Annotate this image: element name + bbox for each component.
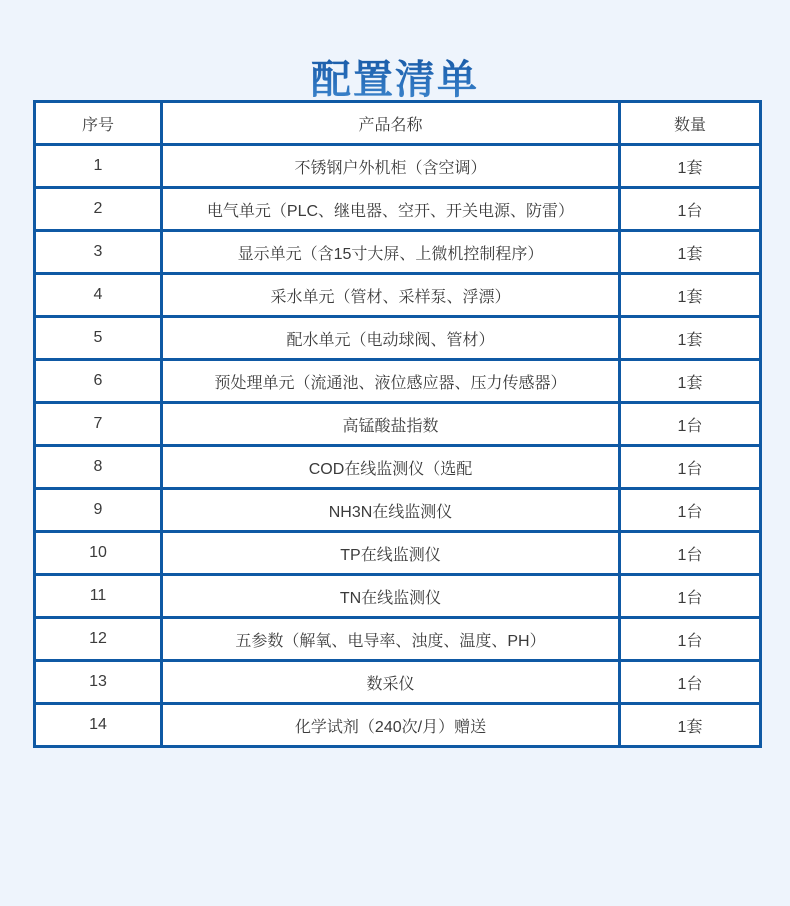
cell-no: 1 xyxy=(35,145,162,188)
cell-name: TP在线监测仪 xyxy=(162,532,620,575)
cell-qty: 1套 xyxy=(620,704,761,747)
cell-no: 13 xyxy=(35,661,162,704)
cell-name: COD在线监测仪（选配 xyxy=(162,446,620,489)
cell-name: 采水单元（管材、采样泵、浮漂） xyxy=(162,274,620,317)
cell-name: 电气单元（PLC、继电器、空开、开关电源、防雷） xyxy=(162,188,620,231)
table-header-row xyxy=(35,102,761,145)
cell-name: 不锈钢户外机柜（含空调） xyxy=(162,145,620,188)
table-row xyxy=(35,403,761,446)
cell-no: 7 xyxy=(35,403,162,446)
table-row xyxy=(35,532,761,575)
table-row xyxy=(35,446,761,489)
header-cell-no: 序号 xyxy=(35,102,162,145)
table-row xyxy=(35,188,761,231)
cell-qty: 1台 xyxy=(620,188,761,231)
cell-no: 8 xyxy=(35,446,162,489)
table-row xyxy=(35,661,761,704)
cell-qty: 1套 xyxy=(620,360,761,403)
header-cell-name: 产品名称 xyxy=(162,102,620,145)
table-row xyxy=(35,231,761,274)
cell-qty: 1套 xyxy=(620,317,761,360)
table-row xyxy=(35,360,761,403)
config-list-table xyxy=(33,100,762,748)
cell-qty: 1套 xyxy=(620,274,761,317)
table-body xyxy=(35,145,761,747)
table-row xyxy=(35,489,761,532)
page-title xyxy=(0,0,790,100)
cell-no: 14 xyxy=(35,704,162,747)
cell-qty: 1台 xyxy=(620,618,761,661)
cell-name: 显示单元（含15寸大屏、上微机控制程序） xyxy=(162,231,620,274)
cell-qty: 1台 xyxy=(620,403,761,446)
cell-no: 9 xyxy=(35,489,162,532)
header-cell-qty: 数量 xyxy=(620,102,761,145)
table-row xyxy=(35,618,761,661)
page-title-text: 配置清单 xyxy=(311,58,479,102)
cell-no: 10 xyxy=(35,532,162,575)
cell-no: 2 xyxy=(35,188,162,231)
table-row xyxy=(35,317,761,360)
cell-qty: 1台 xyxy=(620,575,761,618)
table-row xyxy=(35,145,761,188)
cell-qty: 1套 xyxy=(620,231,761,274)
cell-name: 高锰酸盐指数 xyxy=(162,403,620,446)
cell-name: 化学试剂（240次/月）赠送 xyxy=(162,704,620,747)
table-row xyxy=(35,575,761,618)
cell-no: 12 xyxy=(35,618,162,661)
cell-name: 预处理单元（流通池、液位感应器、压力传感器） xyxy=(162,360,620,403)
cell-name: TN在线监测仪 xyxy=(162,575,620,618)
cell-qty: 1台 xyxy=(620,489,761,532)
table-row xyxy=(35,704,761,747)
cell-name: 配水单元（电动球阀、管材） xyxy=(162,317,620,360)
cell-name: 五参数（解氧、电导率、浊度、温度、PH） xyxy=(162,618,620,661)
cell-no: 6 xyxy=(35,360,162,403)
cell-no: 3 xyxy=(35,231,162,274)
cell-qty: 1台 xyxy=(620,532,761,575)
cell-no: 4 xyxy=(35,274,162,317)
cell-qty: 1台 xyxy=(620,661,761,704)
cell-name: 数采仪 xyxy=(162,661,620,704)
cell-qty: 1套 xyxy=(620,145,761,188)
cell-name: NH3N在线监测仪 xyxy=(162,489,620,532)
table-row xyxy=(35,274,761,317)
cell-qty: 1台 xyxy=(620,446,761,489)
cell-no: 5 xyxy=(35,317,162,360)
cell-no: 11 xyxy=(35,575,162,618)
